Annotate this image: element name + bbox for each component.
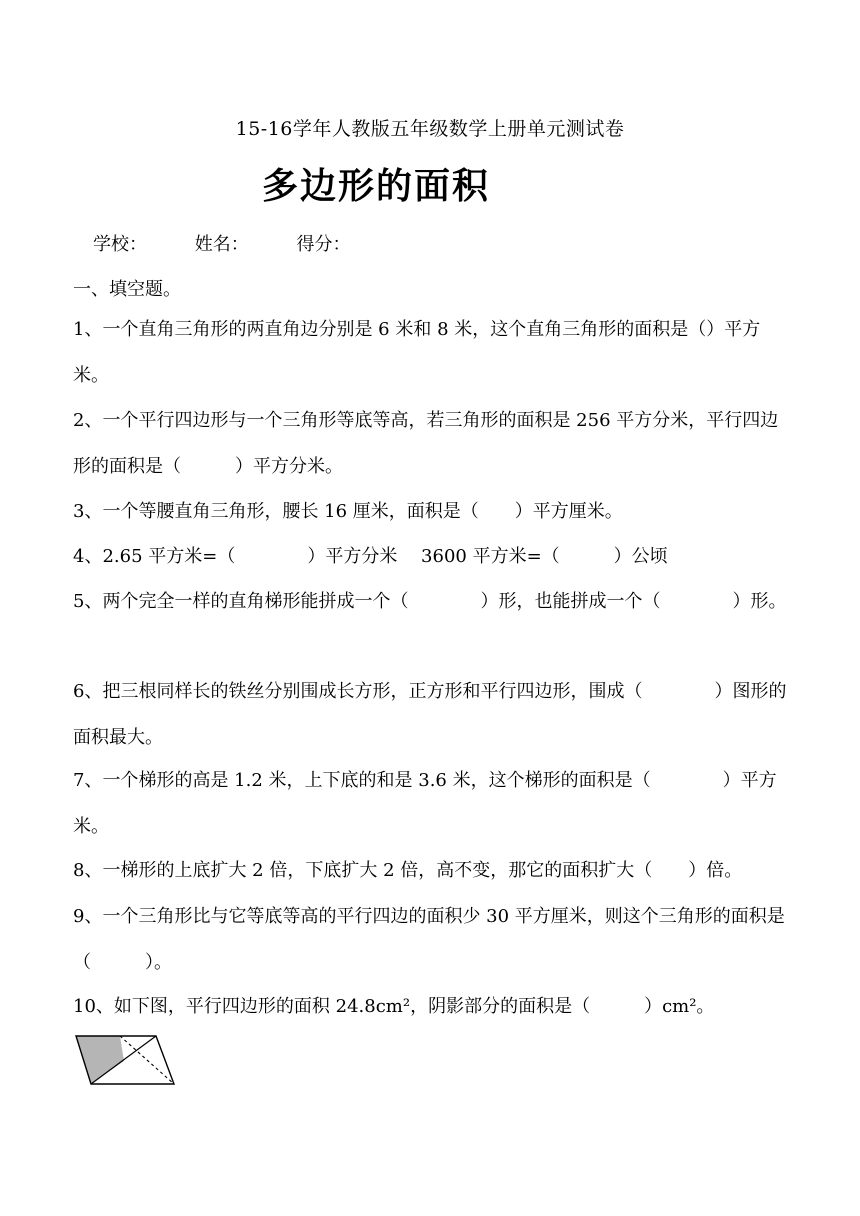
- question-10: 10、如下图，平行四边形的面积 24.8cm²，阴影部分的面积是（ ）cm²。: [73, 996, 715, 1017]
- question-2: 2、一个平行四边形与一个三角形等底等高，若三角形的面积是 256 平方分米，平行四边形的面积是（ ）平方分米。: [73, 410, 779, 477]
- question-7: 7、一个梯形的高是 1.2 米，上下底的和是 3.6 米，这个梯形的面积是（ ）平方米。: [73, 770, 777, 837]
- question-9: 9、一个三角形比与它等底等高的平行四边的面积少 30 平方厘米，则这个三角形的面积是（ ）。: [73, 906, 785, 973]
- school-label: 学校：: [93, 234, 147, 255]
- question-8: 8、一梯形的上底扩大 2 倍，下底扩大 2 倍，高不变，那它的面积扩大（ ）倍。: [73, 860, 743, 881]
- worksheet-subtitle: 15-16学年人教版五年级数学上册单元测试卷: [235, 118, 625, 140]
- section-heading: 一、填空题。: [73, 279, 181, 300]
- worksheet-title: 多边形的面积: [262, 166, 491, 207]
- question-4: 4、2.65 平方米=（ ）平方分米 3600 平方米=（ ）公顷: [73, 546, 668, 567]
- name-label: 姓名：: [194, 234, 249, 255]
- student-info-row: [93, 230, 392, 256]
- question-1: 1、一个直角三角形的两直角边分别是 6 米和 8 米，这个直角三角形的面积是（）平方米。: [73, 319, 761, 386]
- question-5: 5、两个完全一样的直角梯形能拼成一个（ ）形，也能拼成一个（ ）形。: [73, 591, 787, 612]
- score-label: 得分：: [296, 234, 351, 255]
- question-3: 3、一个等腰直角三角形，腰长 16 厘米，面积是（ ）平方厘米。: [73, 501, 623, 522]
- question-6: 6、把三根同样长的铁丝分别围成长方形，正方形和平行四边形，围成（ ）图形的面积最大。: [73, 681, 787, 748]
- parallelogram-figure: [74, 1034, 178, 1088]
